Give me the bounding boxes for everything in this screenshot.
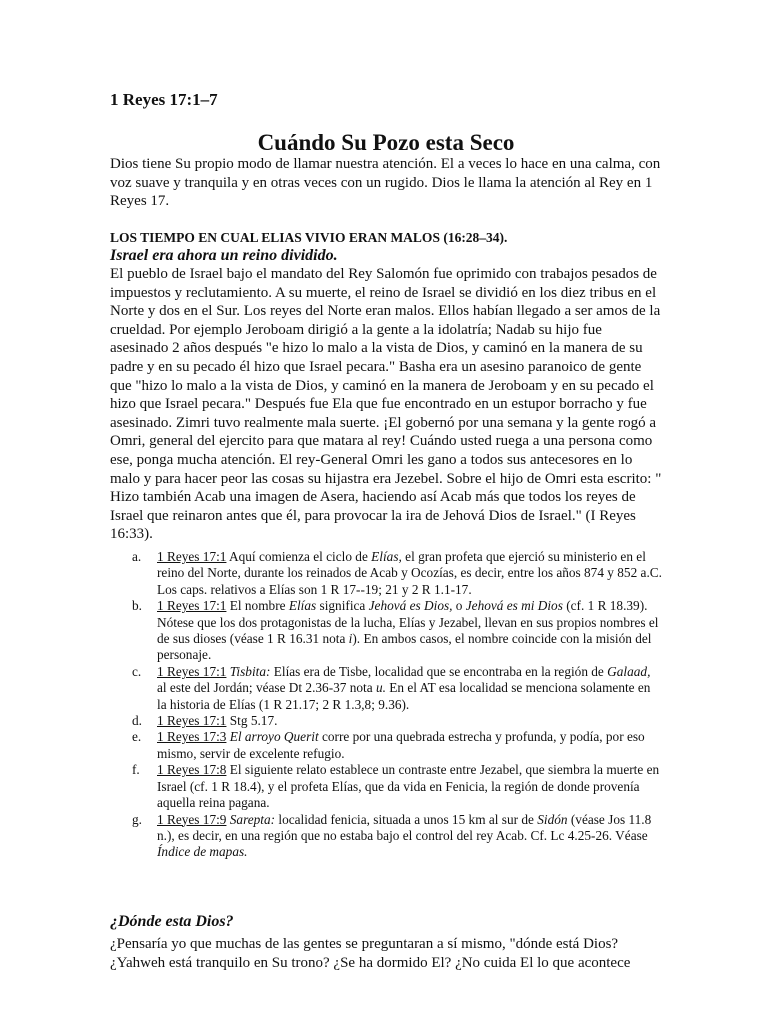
- footnote-marker: g.: [132, 811, 142, 827]
- footnote-italic-text: u.: [375, 680, 386, 696]
- footnote-italic-text: Galaad,: [607, 663, 651, 679]
- footnote-item: [110, 729, 662, 762]
- footnote-item: [110, 598, 662, 664]
- scripture-reference: 1 Reyes 17:1–7: [110, 90, 218, 109]
- question-paragraph: ¿Pensaría yo que muchas de las gentes se preguntaran a sí mismo, "dónde está Dios? ¿Yahweh está tranquilo en Su trono? ¿Se ha dormido El? ¿No cuida El lo que acontece: [110, 936, 631, 971]
- section-heading: LOS TIEMPO EN CUAL ELIAS VIVIO ERAN MALOS (16:28–34).: [110, 230, 508, 245]
- section-paragraph: El pueblo de Israel bajo el mandato del Rey Salomón fue oprimido con trabajos pesados de impuestos y reclutamiento. A su muerte, el reino de Israel se dividió en los diez tribus en el Norte y dos en el Sur. Los reyes del Norte eran malos. Ellos habían llegado a ser amos de la crueldad. Por ejemplo Jeroboam dirigió a la gente a la idolatría; Nadab su hijo fue asesinado 2 años después "e hizo lo malo a la vista de Dios, y caminó en la manera de su padre y en su pecado él hizo que Israel pecara." Basha era un asesino paranoico de gente que "hizo lo malo a la vista de Dios, y caminó en la manera de Jeroboam y en su pecado el hizo que Israel pecara." Después fue Ela que fue encontrado en un estupor borracho y fue asesinado. Zimri tuvo realmente mala suerte. ¡El gobernó por una semana y la gente rogó a Omri, general del ejercito para que matara al rey! Cuándo usted ruega a una persona como ese, ponga mucha atención. El rey-General Omri les gano a todos sus antecesores en lo malo y para hacer peor las cosas su hijastra era Jezebel. Sobre el hijo de Omri esta escrito: " Hizo también Acab una imagen de Asera, haciendo así Acab más que todos los reyes de Israel que reinaron antes que él, para provocar la ira de Jehová Dios de Israel." (I Reyes 16:33).: [110, 266, 662, 543]
- footnote-reference-link[interactable]: 1 Reyes 17:3: [157, 729, 227, 745]
- footnote-italic-text: Tisbita:: [229, 663, 271, 679]
- footnote-list: [110, 549, 662, 861]
- footnote-marker: a.: [132, 549, 142, 564]
- footnote-italic-text: Sarepta:: [229, 811, 276, 827]
- footnote-marker: b.: [132, 598, 142, 614]
- footnote-text: al este del Jordán; véase Dt 2.36-37 nota: [157, 680, 376, 696]
- footnote-text: (cf. 1 R 18.39). Nótese que los dos protagonistas de la lucha, Elías y Jezabel, llevan en sus propios nombres el de sus dioses (véase 1 R 16.31 nota: [157, 598, 659, 647]
- footnote-italic-text: Jehová es mi Dios: [465, 598, 563, 614]
- footnote-reference-link[interactable]: 1 Reyes 17:1: [157, 713, 227, 729]
- document-title: Cuándo Su Pozo esta Seco: [257, 130, 515, 155]
- footnote-text: (véase Jos 11.8 n.), es decir, en una región que no estaba bajo el control del rey Acab. Cf. Lc 4.25-26. Véase: [157, 811, 652, 843]
- footnote-reference-link[interactable]: 1 Reyes 17:1: [157, 549, 227, 564]
- footnote-italic-text: El arroyo Querit: [229, 729, 319, 745]
- footnote-text: ). En ambos casos, el nombre coincide con la misión del personaje.: [157, 631, 652, 663]
- footnote-italic-text: i: [348, 631, 353, 647]
- footnote-text: significa: [316, 598, 369, 614]
- footnote-italic-text: Índice de mapas.: [157, 844, 248, 860]
- footnote-italic-text: Elías,: [371, 549, 402, 564]
- footnote-item: [110, 664, 662, 713]
- footnote-text: el gran profeta que ejerció su ministerio en el reino del Norte, durante los reinados de Acab y Ocozías, es decir, entre los años 874 y 852 a.C. Los caps. relativos a Elías son 1 R 17--19; 21 y 2 R 1.1-17.: [157, 549, 662, 597]
- footnote-marker: d.: [132, 713, 142, 729]
- footnote-text: En el AT esa localidad se menciona solamente en la historia de Elías (1 R 21.17; 2 R 1.3,8; 9.36).: [157, 680, 651, 712]
- footnote-item: [110, 812, 662, 861]
- footnote-text: o: [452, 598, 466, 614]
- footnote-item: [110, 549, 662, 598]
- question-heading: ¿Dónde esta Dios?: [110, 913, 234, 930]
- section-subheading: Israel era ahora un reino dividido.: [110, 247, 338, 264]
- footnote-reference-link[interactable]: 1 Reyes 17:1: [157, 598, 227, 614]
- footnote-reference-link[interactable]: 1 Reyes 17:8: [157, 762, 227, 778]
- footnote-text: El siguiente relato establece un contraste entre Jezabel, que siembra la muerte en Israel (cf. 1 R 18.4), y el profeta Elías, que da vida en Fenicia, la región de donde provenía aquella reina pagana.: [157, 762, 660, 811]
- footnote-text: Elías era de Tisbe, localidad que se encontraba en la región de: [270, 663, 608, 679]
- footnote-text: Stg 5.17.: [226, 713, 278, 729]
- footnote-text: localidad fenicia, situada a unos 15 km al sur de: [275, 811, 538, 827]
- footnote-text: corre por una quebrada estrecha y profunda, y podía, por eso mismo, servir de excelente refugio.: [157, 729, 645, 761]
- footnote-italic-text: Sidón: [537, 811, 568, 827]
- footnote-item: [110, 713, 662, 729]
- footnote-reference-link[interactable]: 1 Reyes 17:1: [157, 663, 227, 679]
- footnote-reference-link[interactable]: 1 Reyes 17:9: [157, 811, 227, 827]
- intro-paragraph: Dios tiene Su propio modo de llamar nuestra atención. El a veces lo hace en una calma, con voz suave y tranquila y en otras veces con un rugido. Dios le llama la atención al Rey en 1 Reyes 17.: [110, 156, 661, 210]
- footnote-text: El nombre: [226, 598, 289, 614]
- footnote-marker: f.: [132, 762, 140, 778]
- footnote-italic-text: Jehová es Dios,: [368, 598, 453, 614]
- footnote-item: [110, 762, 662, 811]
- footnote-marker: c.: [132, 663, 142, 679]
- footnote-marker: e.: [132, 729, 142, 745]
- footnote-text: Aquí comienza el ciclo de: [226, 549, 372, 564]
- footnote-italic-text: Elías: [288, 598, 317, 614]
